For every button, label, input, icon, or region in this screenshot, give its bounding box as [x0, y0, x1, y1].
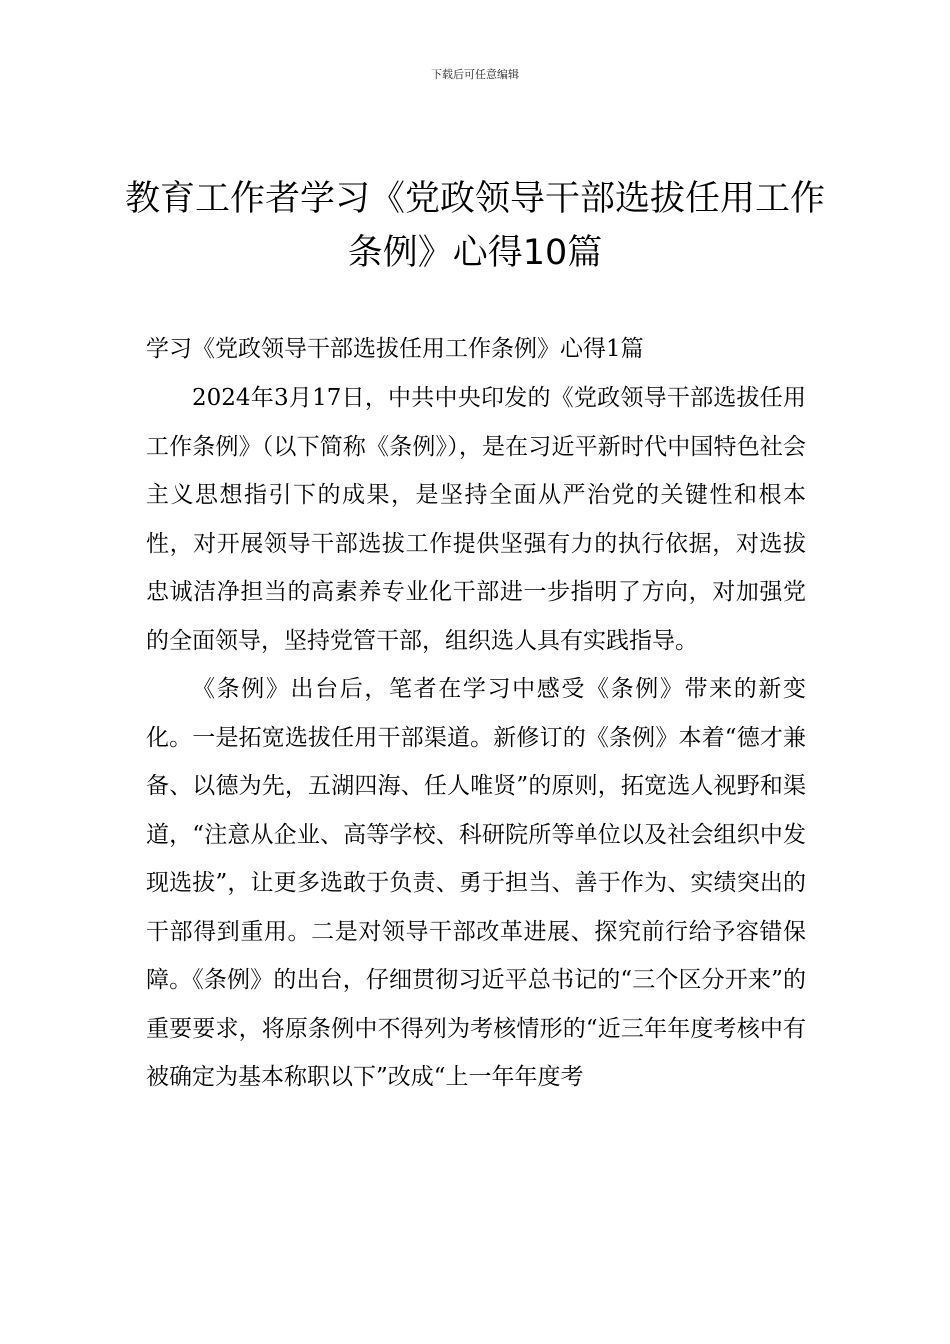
document-body [146, 374, 806, 1102]
page-header: 下载后可任意编辑 [431, 68, 519, 81]
document-title: 教育工作者学习《党政领导干部选拔任用工作条例》心得10篇 [124, 179, 825, 273]
section-heading: 学习《党政领导干部选拔任用工作条例》心得1篇 [146, 336, 644, 362]
body-paragraph: 《条例》出台后，笔者在学习中感受《条例》带来的新变化。一是拓宽选拔任用干部渠道。新修订的《条例》本着“德才兼备、以德为先，五湖四海、任人唯贤”的原则，拓宽选人视野和渠道，“注意从企业、高等学校、科研院所等单位以及社会组织中发现选拔”，让更多选敢于负责、勇于担当、善于作为、实绩突出的干部得到重用。二是对领导干部改革进展、探究前行给予容错保障。《条例》的出台，仔细贯彻习近平总书记的“三个区分开来”的重要要求，将原条例中不得列为考核情形的“近三年年度考核中有被确定为基本称职以下”改成“上一年年度考 [146, 676, 806, 1090]
body-paragraph: 2024年3月17日，中共中央印发的《党政领导干部选拔任用工作条例》（以下简称《条例》），是在习近平新时代中国特色社会主义思想指引下的成果，是坚持全面从严治党的关键性和根本性，对开展领导干部选拔工作提供坚强有力的执行依据，对选拔忠诚洁净担当的高素养专业化干部进一步指明了方向，对加强党的全面领导，坚持党管干部，组织选人具有实践指导。 [146, 385, 806, 654]
